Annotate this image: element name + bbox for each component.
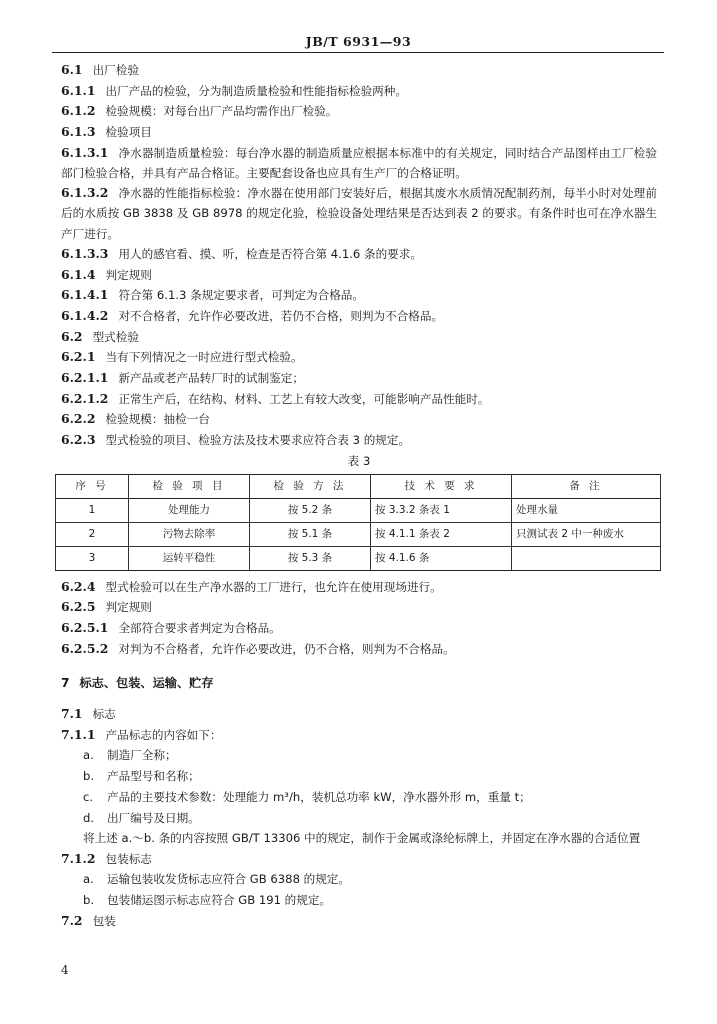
clause-7-2: 7.2 包装: [61, 912, 116, 928]
table-3: [55, 474, 661, 571]
clause-6-2-5-1: 6.2.5.1 全部符合要求者判定为合格品。: [61, 619, 281, 635]
table-header-cell: 技 术 要 求: [371, 474, 512, 498]
table-cell: 处理能力: [129, 498, 250, 522]
clause-6-2-1-2: 6.2.1.2 正常生产后，在结构、材料、工艺上有较大改变，可能影响产品性能时。: [61, 390, 490, 406]
table-cell: 按 4.1.1 条表 2: [371, 522, 512, 546]
table-cell: 污物去除率: [129, 522, 250, 546]
table-cell: 2: [56, 522, 129, 546]
clause-6-2-5: 6.2.5 判定规则: [61, 599, 152, 615]
document-body: [61, 60, 657, 931]
header-rule: [52, 52, 664, 53]
clause-6-2-2: 6.2.2 检验规模：抽检一台: [61, 411, 210, 427]
table-row: [56, 522, 661, 546]
clause-7-1-1: 7.1.1 产品标志的内容如下：: [61, 726, 222, 742]
clause-6-1-4-2: 6.1.4.2 对不合格者，允许作必要改进，若仍不合格，则判为不合格品。: [61, 307, 444, 323]
clause-6-1-3: 6.1.3 检验项目: [61, 124, 152, 140]
table-cell: 按 5.2 条: [250, 498, 371, 522]
table-cell: 按 5.3 条: [250, 546, 371, 570]
clause-6-1-3-2: 6.1.3.2 净水器的性能指标检验：净水器在使用部门安装好后，根据其废水水质情况配制药剂，每半小时对处理前后的水质按 GB 3838 及 GB 8978 的规定化验，检验设备处理结果是否达到表 2 的要求。有条件时也可在净水器生产厂进行。: [61, 185, 657, 241]
clause-6-2-1-1: 6.2.1.1 新产品或老产品转厂时的试制鉴定；: [61, 370, 304, 386]
table-header-cell: 备 注: [512, 474, 661, 498]
marking-paragraph: 将上述 a.～b. 条的内容按照 GB/T 13306 中的规定，制作于金属或涤纶标牌上，并固定在净水器的合适位置: [83, 831, 641, 846]
clause-6-1-4-1: 6.1.4.1 符合第 6.1.3 条规定要求者，可判定为合格品。: [61, 287, 364, 303]
document-header: JB/T 6931—93: [305, 34, 412, 49]
clause-6-2-1: 6.2.1 当有下列情况之一时应进行型式检验。: [61, 349, 303, 365]
table-3-caption: 表 3: [347, 453, 371, 468]
table-cell: 处理水量: [512, 498, 661, 522]
section-7-heading: 7 标志、包装、运输、贮存: [61, 676, 214, 691]
table-cell: 按 3.3.2 条表 1: [371, 498, 512, 522]
clause-7-1-2: 7.1.2 包装标志: [61, 850, 152, 866]
list-item: a. 制造厂全称；: [83, 748, 177, 763]
table-header-cell: 检 验 方 法: [250, 474, 371, 498]
table-header-cell: 序 号: [56, 474, 129, 498]
table-row: [56, 546, 661, 570]
clause-7-1: 7.1 标志: [61, 706, 116, 722]
table-header-cell: 检 验 项 目: [129, 474, 250, 498]
table-cell: 按 4.1.6 条: [371, 546, 512, 570]
list-item: b. 产品型号和名称；: [83, 769, 200, 784]
table-cell: 只测试表 2 中一种废水: [512, 522, 661, 546]
clause-6-1-1: 6.1.1 出厂产品的检验，分为制造质量检验和性能指标检验两种。: [61, 82, 407, 98]
table-header-row: [56, 474, 661, 498]
clause-6-1: 6.1 出厂检验: [61, 62, 139, 77]
list-item: b. 包装储运图示标志应符合 GB 191 的规定。: [83, 892, 332, 907]
list-item: c. 产品的主要技术参数：处理能力 m³/h，装机总功率 kW，净水器外形 m，重量 t；: [83, 789, 531, 804]
table-cell: [512, 546, 661, 570]
clause-6-2: 6.2 型式检验: [61, 328, 139, 344]
clause-6-1-3-1: 6.1.3.1 净水器制造质量检验：每台净水器的制造质量应根据本标准中的有关规定，同时结合产品图样由工厂检验部门检验合格，并具有产品合格证。主要配套设备也应具有生产厂的合格证明。: [61, 144, 657, 181]
table-row: [56, 498, 661, 522]
clause-6-1-2: 6.1.2 检验规模：对每台出厂产品均需作出厂检验。: [61, 103, 338, 119]
table-cell: 按 5.1 条: [250, 522, 371, 546]
clause-6-1-4: 6.1.4 判定规则: [61, 266, 152, 282]
list-item: a. 运输包装收发货标志应符合 GB 6388 的规定。: [83, 872, 351, 887]
clause-6-1-3-3: 6.1.3.3 用人的感官看、摸、听，检查是否符合第 4.1.6 条的要求。: [61, 245, 422, 261]
table-cell: 3: [56, 546, 129, 570]
table-cell: 1: [56, 498, 129, 522]
clause-6-2-5-2: 6.2.5.2 对判为不合格者，允许作必要改进，仍不合格，则判为不合格品。: [61, 640, 455, 656]
list-item: d. 出厂编号及日期。: [83, 810, 200, 825]
table-cell: 运转平稳性: [129, 546, 250, 570]
clause-6-2-3: 6.2.3 型式检验的项目、检验方法及技术要求应符合表 3 的规定。: [61, 432, 411, 448]
page-number: 4: [61, 963, 69, 977]
clause-6-2-4: 6.2.4 型式检验可以在生产净水器的工厂进行，也允许在使用现场进行。: [61, 578, 442, 594]
